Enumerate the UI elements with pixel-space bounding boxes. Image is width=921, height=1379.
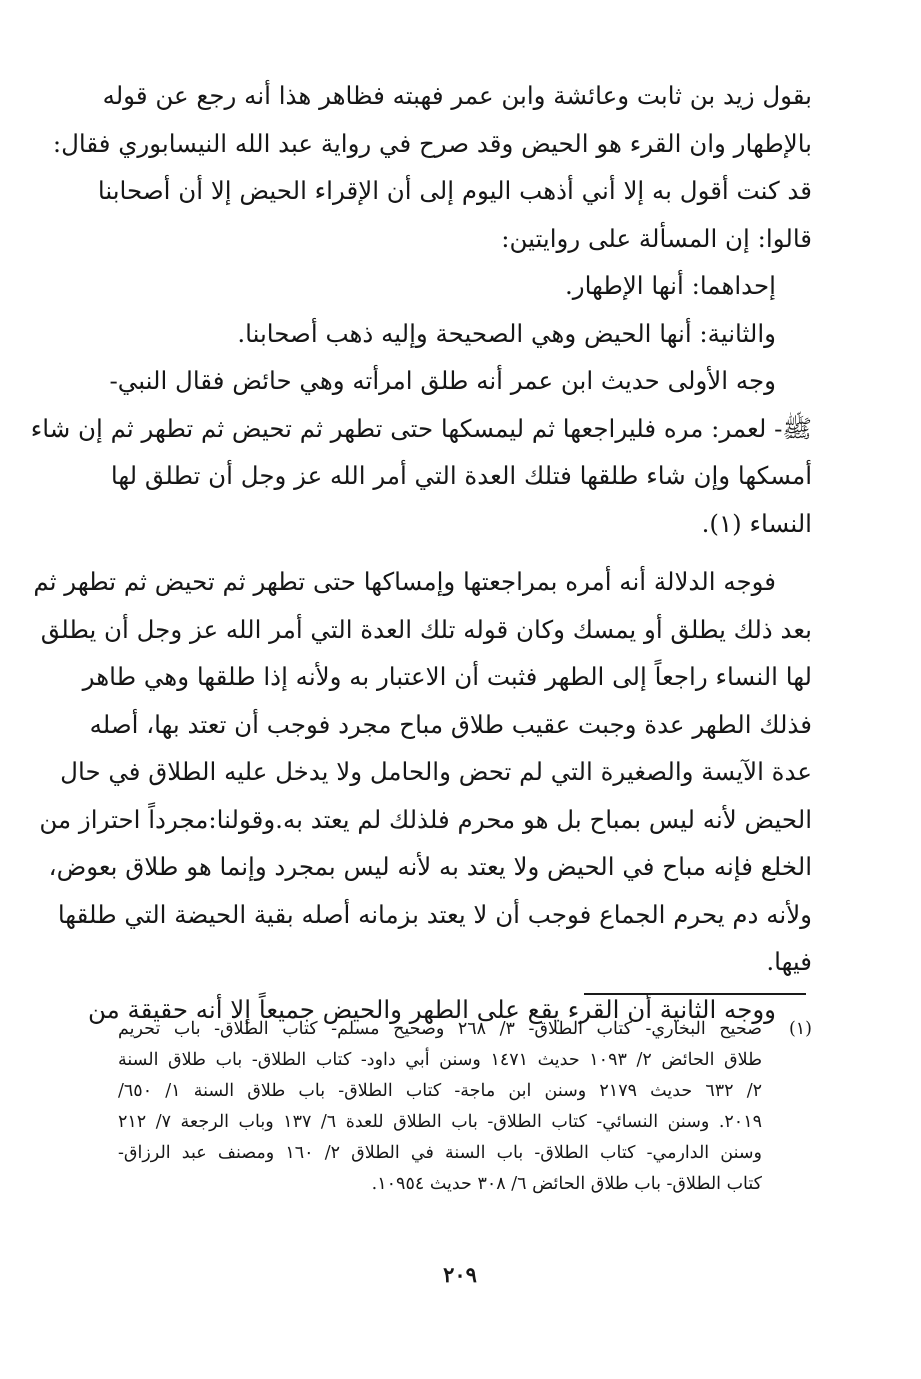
text-line: قد كنت أقول به إلا أني أذهب اليوم إلى أن الإقراء الحيض إلا أن أصحابنا — [97, 176, 812, 205]
footnote-divider — [584, 993, 806, 995]
footnote-line: طلاق الحائض ٢/ ١٠٩٣ حديث ١٤٧١ وسنن أبي داود- كتاب الطلاق- باب طلاق السنة — [118, 1050, 762, 1070]
footnotes — [118, 1014, 812, 1200]
footnote-line: كتاب الطلاق- باب طلاق الحائض ٦/ ٣٠٨ حديث ١٠٩٥٤. — [371, 1174, 762, 1194]
text-line: ﷺ- لعمر: مره فليراجعها ثم ليمسكها حتى تطهر ثم تحيض ثم تطهر ثم إن شاء — [30, 413, 812, 443]
text-line: الخلع فإنه مباح في الحيض ولا يعتد به لأنه ليس بمجرد وإنما هو طلاق بعوض، — [48, 852, 812, 881]
text-line: وجه الأولى حديث ابن عمر أنه طلق امرأته وهي حائض فقال النبي- — [109, 366, 776, 395]
text-line: لها النساء راجعاً إلى الطهر فثبت أن الاعتبار به ولأنه إذا طلقها وهي طاهر — [82, 662, 812, 691]
footnote-text — [118, 1014, 762, 1200]
footnote-item — [118, 1014, 812, 1200]
text-line: عدة الآيسة والصغيرة التي لم تحض والحامل ولا يدخل عليه الطلاق في حال — [60, 757, 812, 786]
text-line: والثانية: أنها الحيض وهي الصحيحة وإليه ذهب أصحابنا. — [237, 318, 776, 348]
text-line: فوجه الدلالة أنه أمره بمراجعتها وإمساكها حتى تطهر ثم تحيض ثم تطهر ثم — [33, 567, 776, 596]
main-text — [30, 72, 812, 1033]
footnote-line: صحيح البخاري- كتاب الطلاق- ٣/ ٢٦٨ وصحيح مسلم- كتاب الطلاق- باب تحريم — [118, 1019, 762, 1039]
text-line: إحداهما: أنها الإطهار. — [564, 271, 776, 300]
page-number: ٢٠٩ — [443, 1262, 477, 1287]
footnote-number: (١) — [788, 1019, 812, 1039]
text-line: فذلك الطهر عدة وجبت عقيب طلاق مباح مجرد فوجب أن تعتد بها، أصله — [89, 709, 812, 739]
paragraph-gap — [112, 547, 812, 558]
text-line: أمسكها وإن شاء طلقها فتلك العدة التي أمر الله عز وجل أن تطلق لها — [110, 461, 812, 490]
text-line: بعد ذلك يطلق أو يمسك وكان قوله تلك العدة التي أمر الله عز وجل أن يطلق — [40, 614, 812, 644]
text-line: النساء (١). — [701, 508, 812, 538]
text-line: الحيض لأنه ليس بمباح بل هو محرم فلذلك لم يعتد به.وقولنا:مجرداً احتراز من — [39, 804, 812, 834]
text-line: بالإطهار وان القرء هو الحيض وقد صرح في رواية عبد الله النيسابوري فقال: — [52, 128, 812, 158]
text-line: قالوا: إن المسألة على روايتين: — [501, 223, 812, 253]
footnote-line: ٢٠١٩. وسنن النسائي- كتاب الطلاق- باب الطلاق للعدة ٦/ ١٣٧ وباب الرجعة ٧/ ٢١٢ — [118, 1112, 762, 1132]
text-line: بقول زيد بن ثابت وعائشة وابن عمر فهبته فظاهر هذا أنه رجع عن قوله — [102, 81, 812, 110]
footnote-line: ٢/ ٦٣٢ حديث ٢١٧٩ وسنن ابن ماجة- كتاب الطلاق- باب طلاق السنة ١/ ٦٥٠/ — [118, 1081, 763, 1101]
text-line: فيها. — [766, 947, 812, 976]
text-line: ولأنه دم يحرم الجماع فوجب أن لا يعتد بزمانه أصله بقية الحيضة التي طلقها — [57, 899, 812, 929]
footnote-line: وسنن الدارمي- كتاب الطلاق- باب السنة في الطلاق ٢/ ١٦٠ ومصنف عبد الرزاق- — [118, 1143, 762, 1163]
text-line: ووجه الثانية أن القرء يقع على الطهر والحيض جميعاً إلا أنه حقيقة من — [87, 994, 776, 1024]
